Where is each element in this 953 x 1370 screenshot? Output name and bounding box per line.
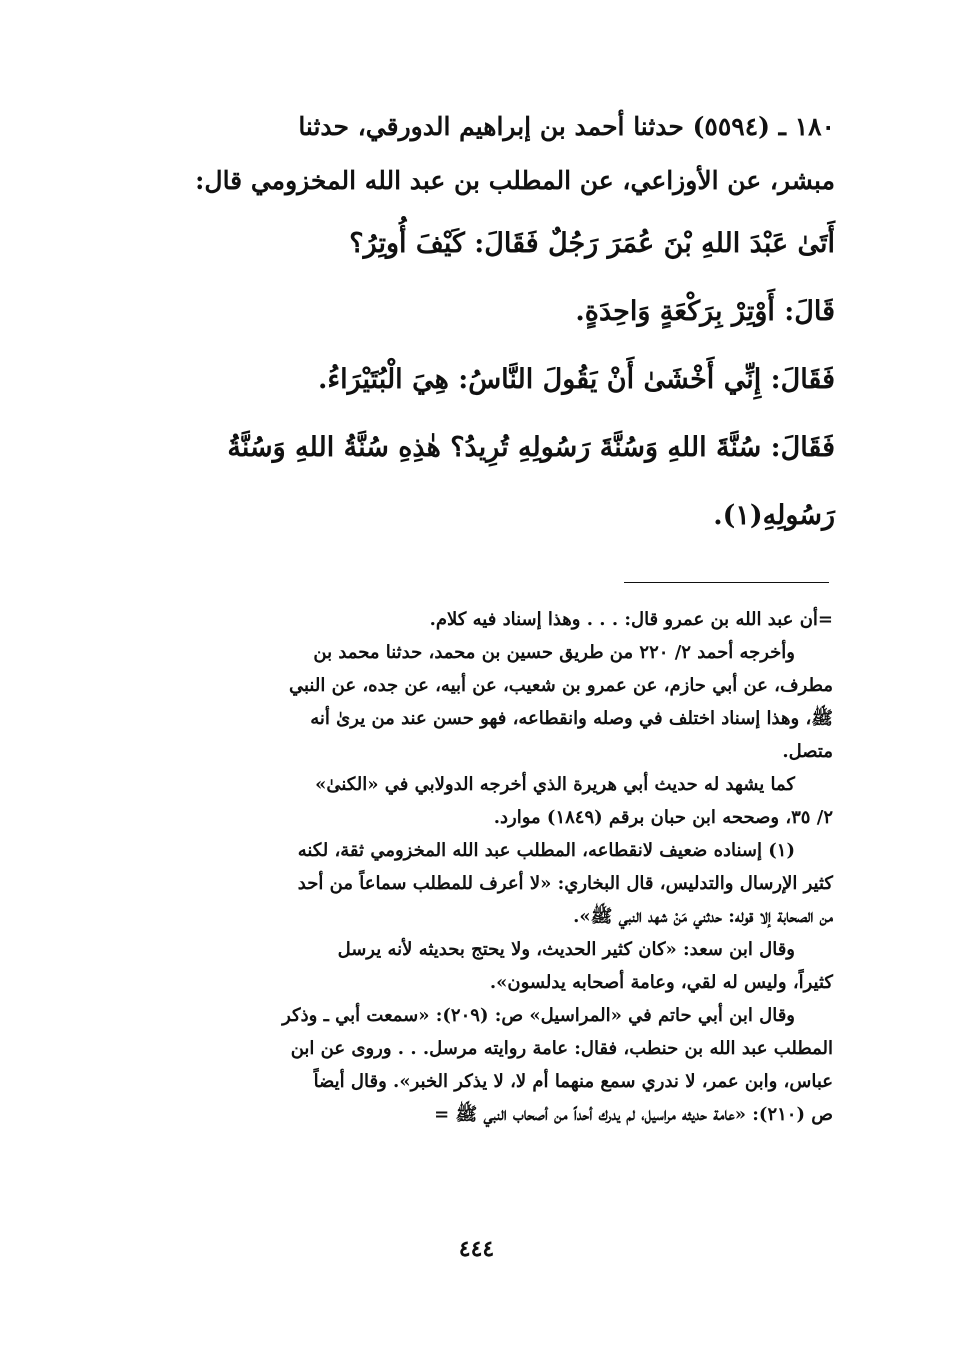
footnote-line: ص (٢١٠): «عامة حديثه مراسيل، لم يدرك أحداً من أصحاب النبي ﷺ = <box>434 1104 833 1125</box>
footnote-line: عباس، وابن عمر، لا ندري سمع منهما أم لا، لا يذكر الخبر». وقال أيضاً <box>313 1071 833 1092</box>
isnad-line-2: مبشر، عن الأوزاعي، عن المطلب بن عبد الله المخزومي قال: <box>195 166 835 195</box>
matn-line-4: فَقَالَ: سُنَّةَ اللهِ وَسُنَّةَ رَسُولِهِ تُرِيدُ؟ هٰذِهِ سُنَّةُ اللهِ وَسُنَّةُ <box>227 432 835 463</box>
matn-line-3: فَقَالَ: إِنِّي أَخْشَىٰ أَنْ يَقُولَ النَّاسُ: هِيَ الْبُتَيْرَاءُ. <box>318 364 835 395</box>
footnote-line: ٢/ ٣٥، وصححه ابن حبان برقم (١٨٤٩) موارد. <box>493 807 833 828</box>
footnote-line: متصل. <box>782 741 833 762</box>
footnote-line: وقال ابن أبي حاتم في «المراسيل» ص: (٢٠٩): «سمعت أبي ـ وذكر <box>282 1005 795 1026</box>
footnote-line: من الصحابة إلا قوله: حدثني مَنْ شهد النبي ﷺ». <box>573 906 833 927</box>
matn-line-1: أَتَىٰ عَبْدَ اللهِ بْنَ عُمَرَ رَجُلٌ فَقَالَ: كَيْفَ أُوتِرُ؟ <box>349 228 835 259</box>
footnote-line: وأخرجه أحمد ٢/ ٢٢٠ من طريق حسين بن محمد، حدثنا محمد بن <box>313 642 795 663</box>
footnotes <box>121 603 833 1131</box>
footnote-line: ﷺ، وهذا إسناد اختلف في وصله وانقطاعه، فهو حسن عند من يرىٰ أنه <box>310 708 833 729</box>
footnote-line: كثير الإرسال والتدليس، قال البخاري: «لا أعرف للمطلب سماعاً من أحد <box>297 873 833 894</box>
page-number: ٤٤٤ <box>458 1236 495 1262</box>
matn-line-5: رَسُولِهِ(١). <box>713 500 835 531</box>
footnote-line: =أن عبد الله بن عمرو قال: . . . وهذا إسناد فيه كلام. <box>429 609 833 630</box>
footnote-line: كما يشهد له حديث أبي هريرة الذي أخرجه الدولابي في «الكنىٰ» <box>315 774 795 795</box>
footnote-divider <box>624 582 829 583</box>
isnad-line-1: ١٨٠ ـ (٥٥٩٤) حدثنا أحمد بن إبراهيم الدورقي، حدثنا <box>298 112 835 141</box>
hadith-text <box>123 100 835 554</box>
footnote-line: كثيراً، وليس له لقي، وعامة أصحابه يدلسون». <box>489 972 833 993</box>
footnote-line: مطرف، عن أبي حازم، عن عمرو بن شعيب، عن أبيه، عن جده، عن النبي <box>289 675 833 696</box>
footnote-line: (١) إسناده ضعيف لانقطاعه، المطلب عبد الله المخزومي ثقة، لكنه <box>297 840 795 861</box>
footnote-line: المطلب عبد الله بن حنطب، فقال: عامة روايته مرسل. . . وروى عن ابن <box>290 1038 833 1059</box>
matn-line-2: قَالَ: أَوْتِرْ بِرَكْعَةٍ وَاحِدَةٍ. <box>575 296 835 327</box>
footnote-line: وقال ابن سعد: «كان كثير الحديث، ولا يحتج بحديثه لأنه يرسل <box>337 939 795 960</box>
